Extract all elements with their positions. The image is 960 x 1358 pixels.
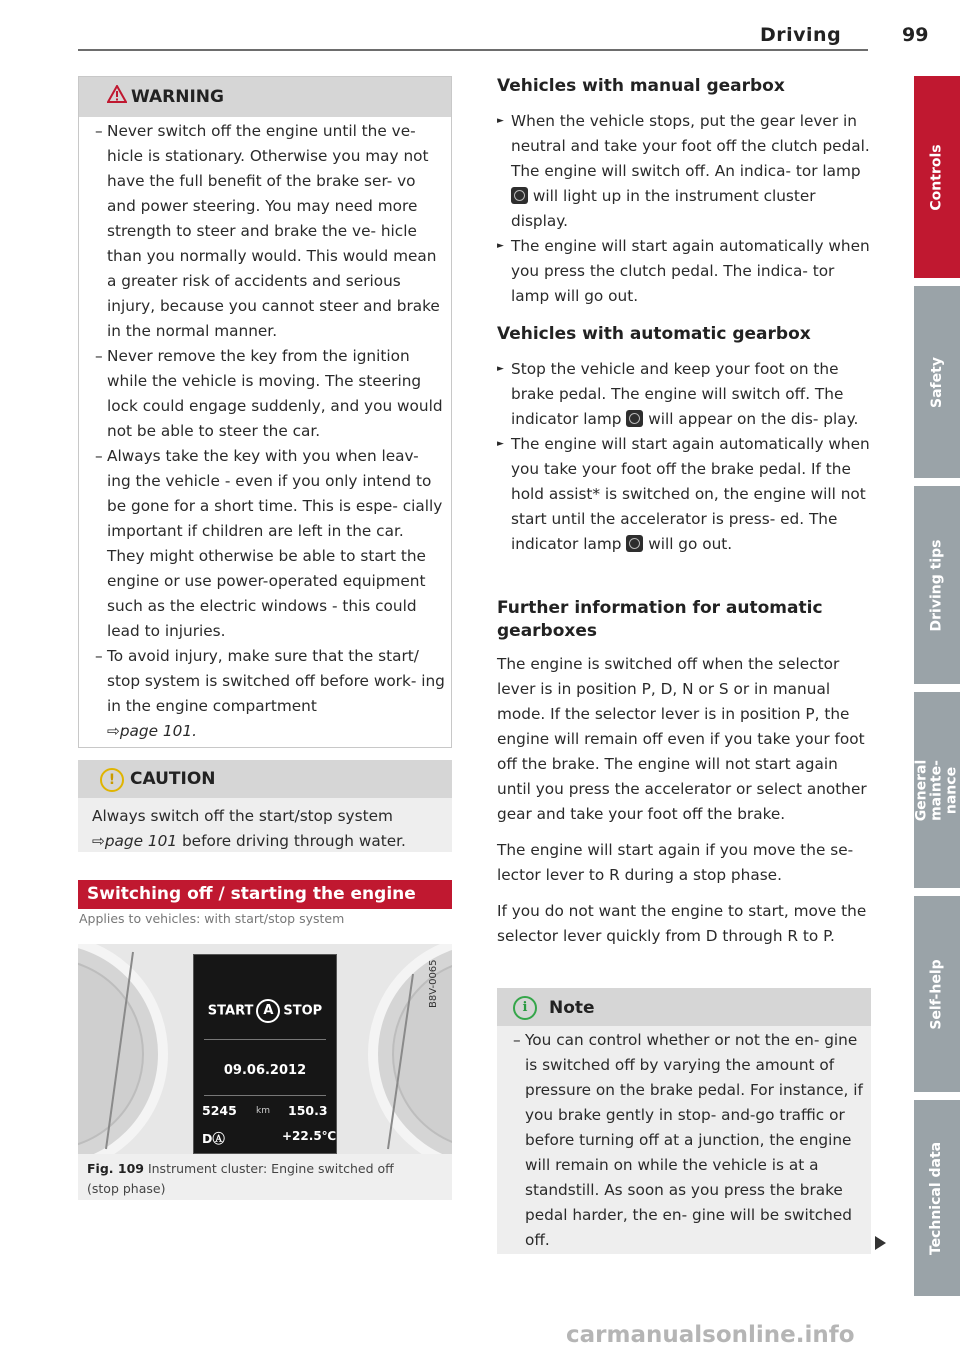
warning-item [95,644,445,744]
manual-gearbox-list [497,109,873,309]
warning-title: WARNING [131,87,224,107]
side-tab-label: Self-help [928,958,945,1030]
paragraph: The engine is switched off when the selector lever is in position P, D, N or S or in manual mode. If the selector lever is in position P, the engine will remain off even if you take your foot off the brake. The engine will not start again until you press the accelerator or select another gear and take your foot off the brake. [497,655,867,823]
warning-box [78,76,452,748]
side-tab-label: General mainte- nance [913,759,960,821]
side-tab-technical-data[interactable] [914,1100,960,1296]
side-tab-label: Technical data [928,1141,945,1255]
bullet-text: Stop the vehicle and keep your foot on the brake pedal. The engine will switch off. The indicator lamp [511,360,844,428]
display-divider [204,1095,326,1096]
caution-title: CAUTION [130,769,216,789]
start-stop-symbol-icon: A [256,999,280,1023]
note-box [497,988,871,1254]
figure-code [428,948,444,1028]
header-section-title: Driving [760,24,842,46]
warning-item-text: To avoid injury, make sure that the start/ stop system is switched off before work- ing in the engine compartment [107,647,445,715]
caution-text-after: before driving through water. [181,832,406,850]
heading-manual-gearbox: Vehicles with manual gearbox [497,76,785,96]
start-label: START [207,1003,254,1019]
stop-label: STOP [283,1003,323,1019]
watermark-footer: carmanualsonline.info [566,1322,855,1348]
caution-exclamation-icon: ! [100,768,124,792]
figure-code-text: B8V-0065 [428,959,439,1008]
warning-item: – Never remove the key from the ignition while the vehicle is moving. The steering lock could engage suddenly, and you would not be able to steer the car. [95,344,445,444]
start-stop-indicator-lamp-icon [626,410,643,427]
paragraph: If you do not want the engine to start, move the selector lever quickly from D through R to P. [497,902,867,945]
odometer-unit: km [256,1106,270,1116]
section-title-bar [78,880,452,909]
page-number: 99 [902,24,929,46]
side-tab-controls[interactable] [914,76,960,278]
continue-arrow-icon [875,1236,886,1250]
paragraph: The engine will start again if you move the se- lector lever to R during a stop phase. [497,841,854,884]
page-reference-link[interactable]: ⇨page 101 [92,832,178,850]
trip-value: 150.3 [288,1103,328,1118]
bullet-text: The engine will start again automatically when you take your foot off the brake pedal. If the hold assist* is switched on, the engine will not start until the accelerator is press- ed. The indicator lamp [511,435,870,553]
note-header [497,988,871,1026]
bullet-text: will go out. [648,535,733,553]
applies-to-note: Applies to vehicles: with start/stop system [79,911,345,926]
list-item: ► The engine will start again automatically when you press the clutch pedal. The indica- tor lamp will go out. [497,234,873,309]
side-tab-driving-tips[interactable] [914,486,960,684]
display-date: 09.06.2012 [223,1063,307,1078]
side-tab-safety[interactable] [914,286,960,478]
odometer-value: 5245 [202,1103,237,1118]
caution-text [92,804,442,854]
bullet-text: will appear on the dis- play. [648,410,859,428]
outside-temperature: +22.5℃ [282,1129,337,1143]
bullet-text: will light up in the instrument cluster display. [511,187,816,230]
warning-item: – Never switch off the engine until the ve- hicle is stationary. Otherwise you may not have the full benefit of the brake ser- vo and power steering. You may need more strength to steer and brake the ve- hicle than you normally would. This would mean a greater risk of accidents and serious injury, because you cannot steer and brake in the normal manner. [95,119,445,344]
note-list [513,1028,863,1253]
header-divider [78,49,868,51]
display-divider [204,1039,326,1040]
page-reference-link[interactable]: ⇨page 101. [107,722,197,740]
side-tab-label: Safety [928,356,945,408]
start-stop-indicator-lamp-icon [626,535,643,552]
note-item: – You can control whether or not the en- gine is switched off by varying the amount of pressure on the brake pedal. For instance, if you brake gently in stop- and-go traffic or before turning off at a junction, the engine will remain on while the vehicle is at a standstill. As soon as you press the brake pedal harder, the en- gine will be switched off. [513,1028,863,1253]
heading-automatic-gearbox: Vehicles with automatic gearbox [497,324,811,344]
list-item [497,109,873,234]
cluster-display [193,954,337,1154]
side-tab-general-maintenance[interactable] [914,692,960,888]
section-title: Switching off / starting the engine [87,884,416,904]
figure-caption-text: Instrument cluster: Engine switched off (stop phase) [87,1161,394,1196]
bullet-text: When the vehicle stops, put the gear lever in neutral and take your foot off the clutch pedal. The engine will switch off. An indica- tor lamp [511,112,870,180]
gear-indicator: DⒶ [202,1131,225,1146]
figure-label: Fig. 109 [87,1161,144,1176]
side-tab-self-help[interactable] [914,896,960,1092]
warning-list [95,119,445,744]
list-item [497,357,873,432]
automatic-gearbox-list [497,357,873,557]
note-title: Note [549,998,595,1018]
figure-caption [87,1159,427,1199]
start-stop-indicator-lamp-icon [511,187,528,204]
warning-triangle-icon [107,85,127,103]
caution-header [78,760,452,798]
caution-box [78,760,452,852]
warning-header [79,77,451,117]
start-stop-indicator [204,999,326,1023]
side-tab-label: Driving tips [928,539,945,631]
side-tab-label: Controls [928,143,945,211]
warning-item: – Always take the key with you when leav- ing the vehicle - even if you only intend to be gone for a short time. This is espe- cially important if children are left in the car. They might otherwise be able to start the engine or use power-operated equipment such as the electric windows - this could lead to injuries. [95,444,445,644]
heading-further-information: Further information for automatic gearboxes [497,598,823,641]
list-item [497,432,873,557]
instrument-cluster-image [78,944,452,1154]
figure-109 [78,944,452,1200]
info-icon: i [513,996,537,1020]
caution-text-before: Always switch off the start/stop system [92,807,393,825]
